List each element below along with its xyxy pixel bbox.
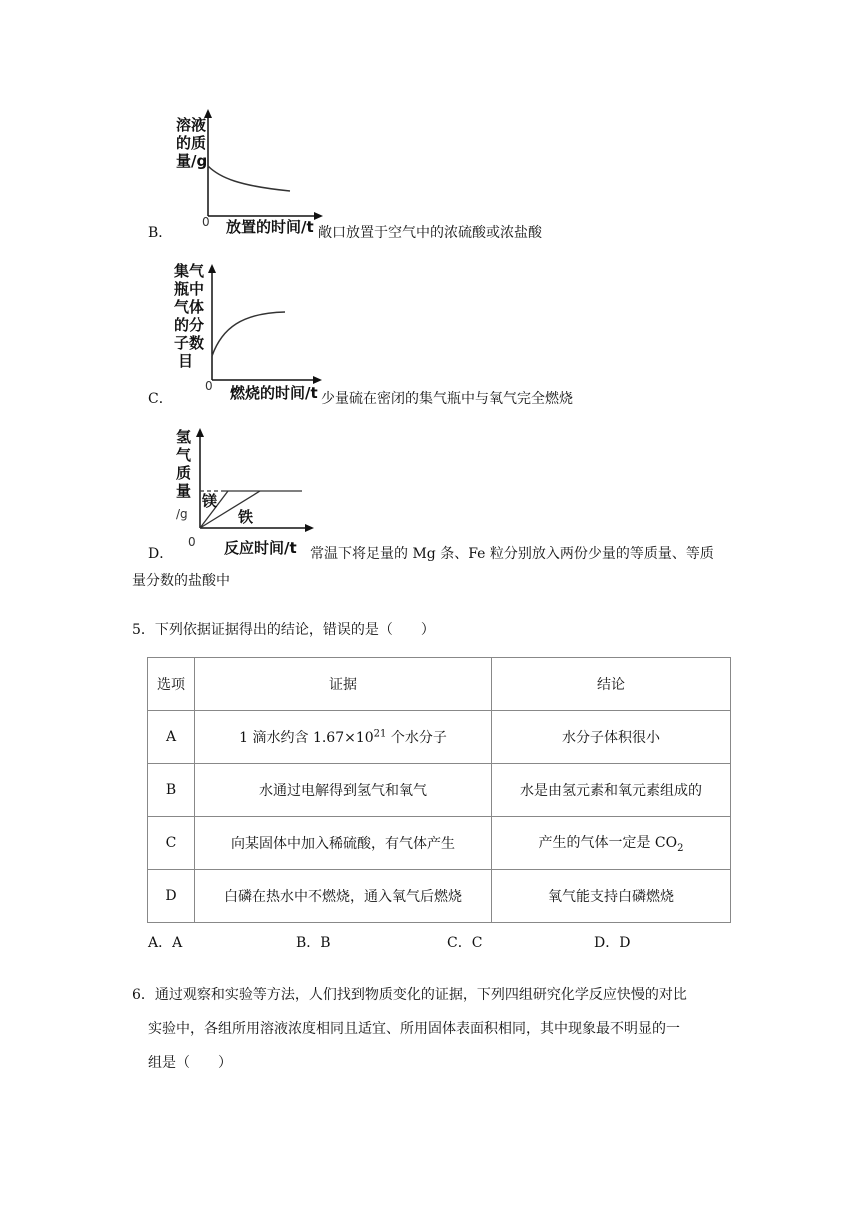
curve-decreasing bbox=[208, 166, 290, 191]
answer-b: B．B bbox=[296, 935, 331, 951]
row-conclusion: 产生的气体一定是 $CO_2$ bbox=[492, 817, 731, 870]
svg-text:0: 0 bbox=[205, 379, 213, 393]
row-conclusion: 氧气能支持白磷燃烧 bbox=[492, 870, 731, 923]
graph-hydrogen-mass bbox=[172, 424, 332, 554]
header-option: 选项 bbox=[148, 658, 195, 711]
label-mg: 镁 bbox=[202, 492, 218, 510]
answer-a: A．A bbox=[148, 935, 183, 951]
header-evidence: 证据 bbox=[195, 658, 492, 711]
row-option: B bbox=[148, 764, 195, 817]
q6-line1: 6．通过观察和实验等方法，人们找到物质变化的证据，下列四组研究化学反应快慢的对比 bbox=[132, 987, 687, 1003]
table-row bbox=[148, 711, 731, 764]
svg-text:的分: 的分 bbox=[174, 316, 205, 334]
table-row bbox=[148, 817, 731, 870]
row-evidence: 白磷在热水中不燃烧，通入氧气后燃烧 bbox=[195, 870, 492, 923]
svg-text:燃烧的时间/t: 燃烧的时间/t bbox=[230, 384, 318, 402]
row-conclusion: 水是由氢元素和氧元素组成的 bbox=[492, 764, 731, 817]
svg-text:目: 目 bbox=[178, 352, 194, 370]
q5-stem: 5．下列依据证据得出的结论，错误的是（ ） bbox=[132, 622, 435, 638]
q6-line2: 实验中，各组所用溶液浓度相同且适宜、所用固体表面积相同，其中现象最不明显的一 bbox=[148, 1021, 680, 1037]
header-conclusion: 结论 bbox=[492, 658, 731, 711]
y-label-line: 的质 bbox=[176, 134, 207, 152]
option-c-letter: C． bbox=[148, 391, 173, 407]
answer-d: D．D bbox=[594, 935, 631, 951]
svg-text:氢: 氢 bbox=[176, 428, 192, 446]
svg-text:气体: 气体 bbox=[174, 298, 205, 316]
svg-text:气: 气 bbox=[176, 446, 192, 464]
table-header-row bbox=[148, 658, 731, 711]
option-b-text: 敞口放置于空气中的浓硫酸或浓盐酸 bbox=[318, 225, 542, 241]
svg-text:子数: 子数 bbox=[174, 334, 205, 352]
option-d-letter: D． bbox=[148, 546, 174, 562]
option-b-letter: B． bbox=[148, 225, 173, 241]
table-row bbox=[148, 870, 731, 923]
q6-line3: 组是（ ） bbox=[148, 1055, 232, 1071]
row-option: A bbox=[148, 711, 195, 764]
svg-text:0: 0 bbox=[188, 535, 196, 549]
row-evidence: 水通过电解得到氢气和氧气 bbox=[195, 764, 492, 817]
y-axis-arrow bbox=[196, 428, 204, 437]
origin-label: 0 bbox=[202, 215, 210, 229]
svg-text:/g: /g bbox=[176, 507, 188, 521]
option-d-text-line1: 常温下将足量的 Mg 条、Fe 粒分别放入两份少量的等质量、等质 bbox=[310, 546, 714, 562]
option-c-text: 少量硫在密闭的集气瓶中与氧气完全燃烧 bbox=[321, 391, 573, 407]
svg-text:放置的时间/t: 放置的时间/t bbox=[226, 218, 314, 236]
evidence-table bbox=[147, 657, 731, 923]
x-label-d bbox=[224, 537, 314, 559]
row-option: D bbox=[148, 870, 195, 923]
curve-increasing bbox=[212, 312, 285, 356]
x-axis-arrow bbox=[305, 524, 314, 532]
svg-text:反应时间/t: 反应时间/t bbox=[224, 539, 297, 557]
row-conclusion: 水分子体积很小 bbox=[492, 711, 731, 764]
svg-text:集气: 集气 bbox=[174, 262, 205, 280]
y-axis-arrow bbox=[208, 264, 216, 273]
svg-text:质: 质 bbox=[176, 464, 192, 482]
answer-c: C．C bbox=[447, 935, 483, 951]
table-row bbox=[148, 764, 731, 817]
y-label-line: 量/g bbox=[176, 152, 208, 170]
y-label-line: 溶液 bbox=[176, 116, 207, 134]
row-evidence: 向某固体中加入稀硫酸，有气体产生 bbox=[195, 817, 492, 870]
row-evidence: 1 滴水约含 $1.67\times 10^{21}$ 个水分子 bbox=[195, 711, 492, 764]
svg-text:量: 量 bbox=[176, 482, 192, 500]
x-label-b bbox=[226, 216, 326, 238]
svg-text:瓶中: 瓶中 bbox=[174, 280, 205, 298]
option-d-text-line2: 量分数的盐酸中 bbox=[132, 573, 230, 589]
row-option: C bbox=[148, 817, 195, 870]
x-label-c bbox=[230, 382, 330, 404]
label-fe: 铁 bbox=[238, 508, 254, 526]
graph-molecule-count bbox=[172, 258, 332, 398]
